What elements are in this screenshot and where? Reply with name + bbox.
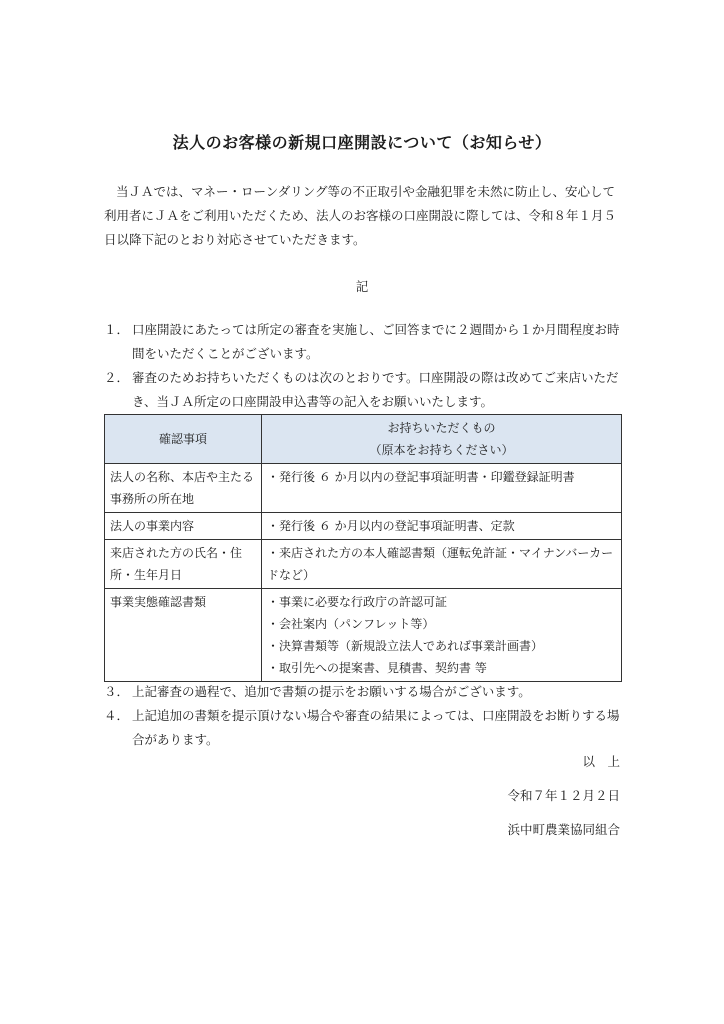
cell-docs <box>262 513 622 540</box>
document-title: 法人のお客様の新規口座開設について（お知らせ） <box>172 133 552 152</box>
doc-line: ・会社案内（パンフレット等） <box>267 617 435 631</box>
cell-docs <box>262 464 622 513</box>
doc-line: ・来店された方の本人確認書類（運転免許証・マイナンバーカードなど） <box>267 546 614 582</box>
doc-line: ・発行後 ６ か月以内の登記事項証明書・印鑑登録証明書 <box>267 470 575 484</box>
header-docs-line1: お持ちいただくもの <box>387 421 496 435</box>
item-number: ２． <box>104 370 130 385</box>
header-docs-line2: （原本をお持ちください） <box>369 443 514 457</box>
header-cell-docs <box>262 415 622 464</box>
item-text: 上記追加の書類を提示頂けない場合や審査の結果によっては、口座開設をお断りする場合があります。 <box>132 708 620 747</box>
doc-line: ・取引先への提案書、見積書、契約書 等 <box>267 661 487 675</box>
table-row <box>105 464 622 513</box>
items-top <box>104 318 622 414</box>
doc-line: ・決算書類等（新規設立法人であれば事業計画書） <box>267 639 544 653</box>
cell-item: 事業実態確認書類 <box>105 589 262 682</box>
table-row <box>105 589 622 682</box>
cell-item: 来店された方の氏名・住所・生年月日 <box>105 540 262 589</box>
cell-item: 法人の名称、本店や主たる事務所の所在地 <box>105 464 262 513</box>
cell-docs <box>262 540 622 589</box>
item-text: 審査のためお持ちいただくものは次のとおりです。口座開設の際は改めてご来店いただき、当ＪＡ所定の口座開設申込書等の記入をお願いいたします。 <box>132 370 619 409</box>
table-header-row <box>105 415 622 464</box>
item-number: ４． <box>104 708 130 723</box>
list-item <box>104 680 622 704</box>
item-number: １． <box>104 322 130 337</box>
doc-line: ・発行後 ６ か月以内の登記事項証明書、定款 <box>267 519 515 533</box>
item-text: 口座開設にあたっては所定の審査を実施し、ご回答までに２週間から１か月間程度お時間をいただくことがございます。 <box>132 322 620 361</box>
cell-item: 法人の事業内容 <box>105 513 262 540</box>
closing-mark: 以 上 <box>582 754 620 769</box>
item-text: 上記審査の過程で、追加で書類の提示をお願いする場合がございます。 <box>132 684 531 699</box>
intro-paragraph: 当ＪＡでは、マネー・ローンダリング等の不正取引や金融犯罪を未然に防止し、安心して利用者にＪＡをご利用いただくため、法人のお客様の口座開設に際しては、令和８年１月５日以降下記のとおり対応させていただきます。 <box>104 184 617 247</box>
table-row <box>105 540 622 589</box>
cell-docs <box>262 589 622 682</box>
header-cell-item: 確認事項 <box>105 415 262 464</box>
requirements-table <box>104 414 622 682</box>
list-item <box>104 318 622 366</box>
ki-heading: 記 <box>355 279 369 294</box>
doc-line: ・事業に必要な行政庁の許認可証 <box>267 595 448 609</box>
list-item <box>104 704 622 752</box>
table-row <box>105 513 622 540</box>
items-bottom <box>104 680 622 752</box>
issue-date: 令和７年１２月２日 <box>507 788 620 803</box>
list-item <box>104 366 622 414</box>
item-number: ３． <box>104 684 130 699</box>
organization-name: 浜中町農業協同組合 <box>507 822 620 837</box>
